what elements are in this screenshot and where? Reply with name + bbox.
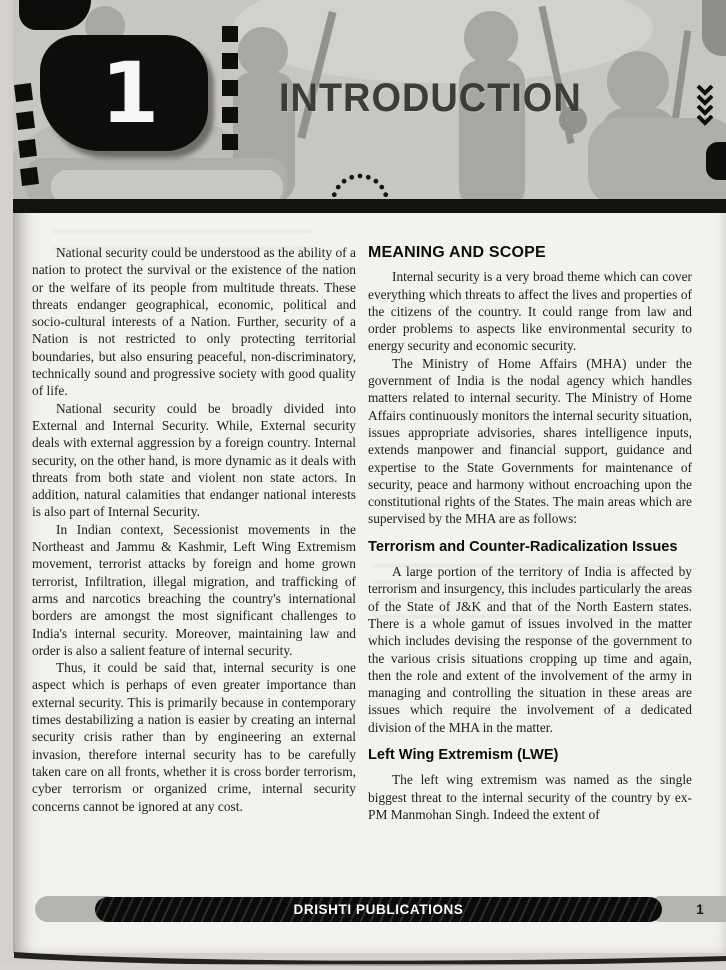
square-bullet xyxy=(222,53,238,69)
paragraph: In Indian context, Secessionist movements in the Northeast and Jammu & Kashmir, Left Wing Extremism movement, terrorist attacks by foreign and home grown terrorist, Infiltration, illegal migration, and trafficking of arms and narcotics breaching the country's international borders are amongst the most significant challenges to India's internal security. Moreover, maintaining law and order is also a salient feature of internal security. xyxy=(32,521,356,658)
square-bullet xyxy=(222,107,238,123)
page-number: 1 xyxy=(696,901,704,917)
publisher-name: DRISHTI PUBLICATIONS xyxy=(293,902,464,917)
header-divider-band xyxy=(13,199,726,213)
paragraph: The left wing extremism was named as the single biggest threat to the internal security of the country by ex-PM Manmohan Singh. Indeed the extent of xyxy=(368,772,692,822)
square-bullet xyxy=(222,134,238,150)
square-bullet xyxy=(18,139,37,158)
right-text-column xyxy=(368,244,692,823)
subsection-heading: Terrorism and Counter-Radicalization Issues xyxy=(368,538,678,555)
chapter-title: INTRODUCTION xyxy=(279,76,582,120)
square-bullet xyxy=(14,83,33,102)
section-heading: MEANING AND SCOPE xyxy=(368,244,546,261)
publisher-bar xyxy=(95,897,662,922)
square-bullet xyxy=(222,80,238,96)
paragraph: Thus, it could be said that, internal security is one aspect which is perhaps of even greater importance than external security. This is primarily because in contemporary times destabilizing a nation is easier by creating an internal security crisis rather than by engineering an external invasion, therefore internal security has to be carefully taken care on all fronts, whether it is cross border terrorism, cyber terrorism or organized crime, internal security concerns cannot be ignored at any cost. xyxy=(32,660,356,814)
edge-tab-top xyxy=(702,0,726,56)
chapter-number-badge xyxy=(40,35,208,151)
footer xyxy=(13,895,726,925)
page-bottom-edge xyxy=(0,944,726,970)
square-bullet xyxy=(222,26,238,42)
paragraph: National security could be broadly divided into External and Internal Security. While, External security deals with external aggression by a foreign country. Internal security, on the other hand, is more dynamic as it deals with threats from both state and violent non state actors. In addition, natural calamities that endanger national interests is also part of Internal Security. xyxy=(32,400,356,520)
paragraph: National security could be understood as the ability of a nation to protect the survival or the existence of the nation or the welfare of its people from multitude threats. These threats endanger geographical, economic, political and socio-cultural interests of a Nation. Further, security of a Nation is not restricted to only protecting territorial boundaries, but also ensuring peaceful, non-discriminatory, technically sound and progressive society with good quality of life. xyxy=(32,245,356,399)
paragraph: The Ministry of Home Affairs (MHA) under the government of India is the nodal agency which handles matters related to internal security. The Ministry of Home Affairs continuously monitors the internal security situation, issues appropriate advisories, shares intelligence inputs, extends manpower and financial support, guidance and expertise to the State Governments for maintenance of security, peace and harmony without encroaching upon the constitutional rights of the States. The main areas which are supervised by the MHA are as follows: xyxy=(368,355,692,527)
book-page xyxy=(13,0,726,953)
subsection-heading: Left Wing Extremism (LWE) xyxy=(368,747,559,764)
paragraph: Internal security is a very broad theme which can cover everything which threats to affect the lives and properties of the citizens of the country. It could range from law and order problems to aspects like environmental security to energy security and economic security. xyxy=(368,269,692,354)
paragraph: A large portion of the territory of India is affected by terrorism and insurgency, this includes particularly the areas of the State of J&K and that of the North Eastern states. There is a whole gamut of issues involved in the matter which includes devising the response of the government to the various crisis situations cropping up time and again, then the role and extent of the involvement of the army in managing and controlling the situation in these areas are issues which require the involvement of a dedicated division of the MHA in the matter. xyxy=(368,564,692,735)
square-bullet xyxy=(16,111,35,130)
edge-tab-mid xyxy=(706,142,726,180)
chapter-header xyxy=(13,0,726,213)
chapter-number: 1 xyxy=(100,44,160,142)
square-bullet xyxy=(20,167,39,186)
left-text-column xyxy=(32,244,356,815)
chevrons-down-icon xyxy=(696,84,716,128)
